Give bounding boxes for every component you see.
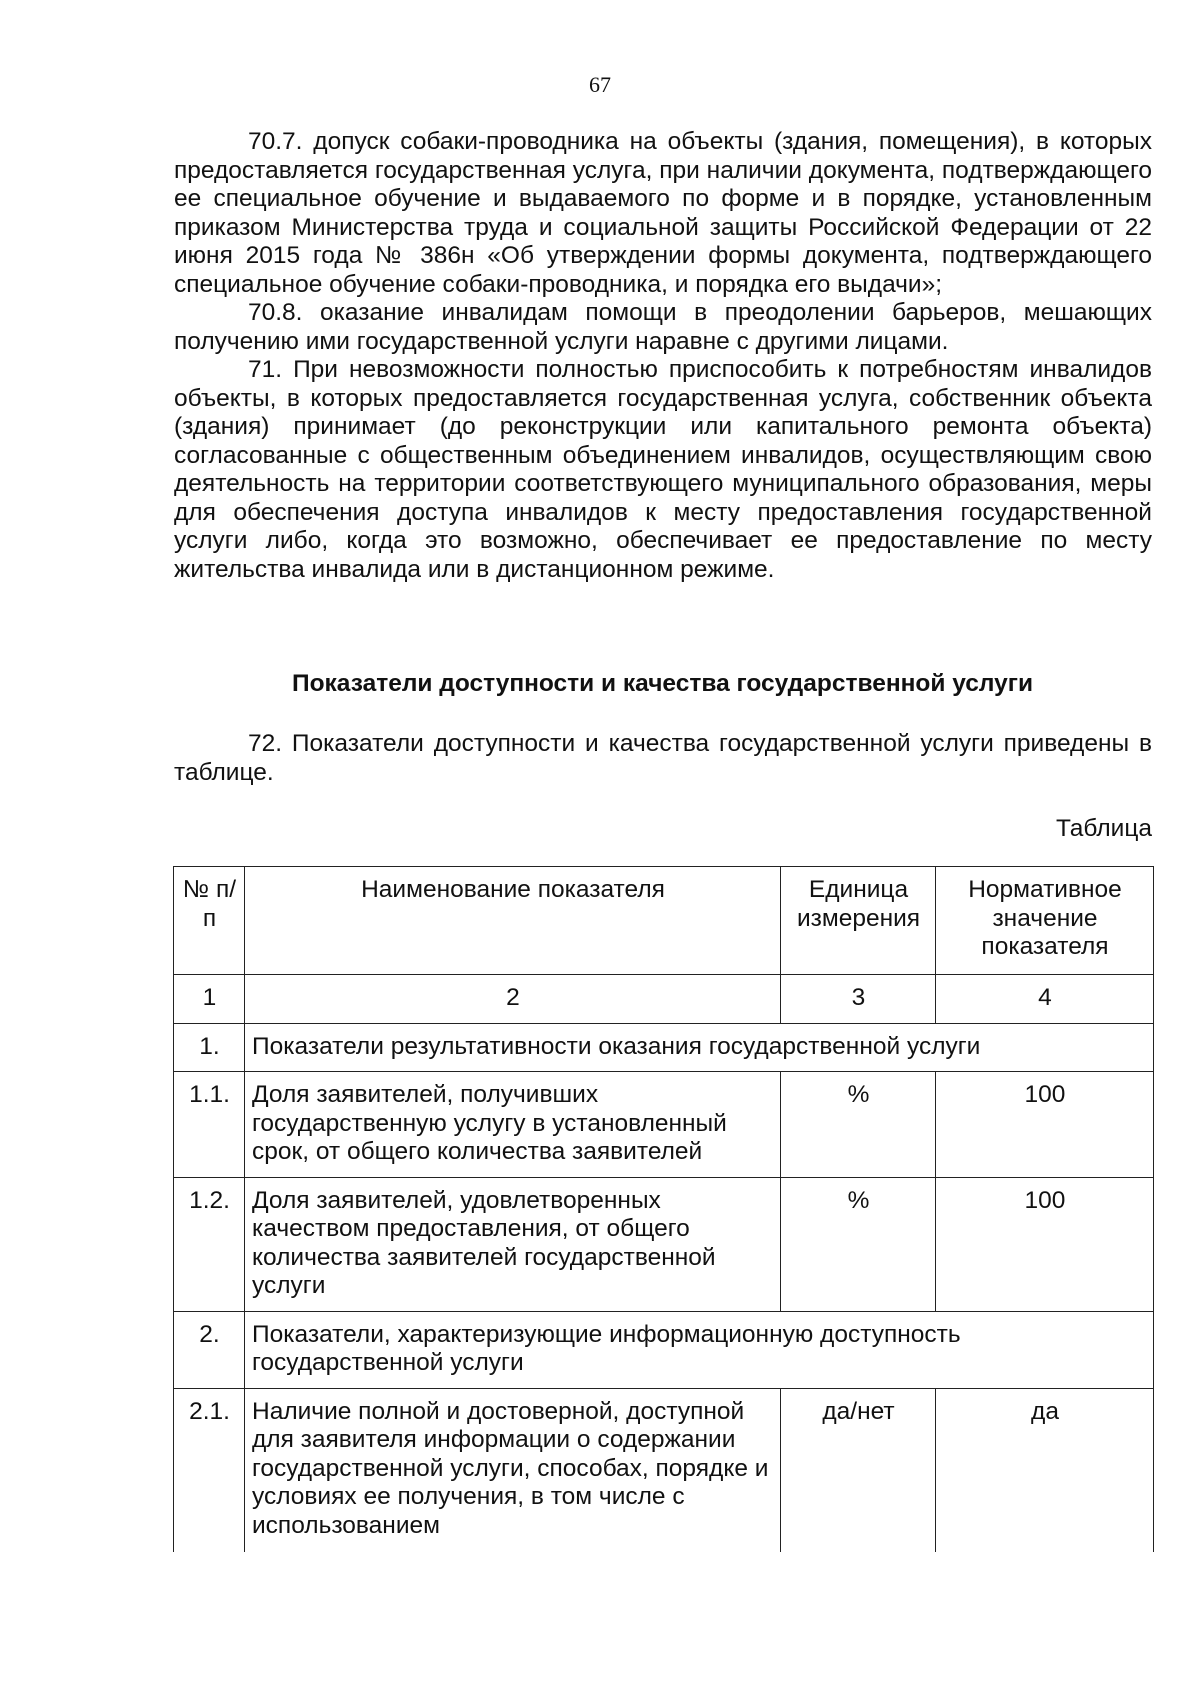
row-number: 2.1. xyxy=(174,1388,245,1552)
paragraph-70-8: 70.8. оказание инвалидам помощи в преодолении барьеров, мешающих получению ими государственной услуги наравне с другими лицами. xyxy=(174,299,1152,355)
table-group-row xyxy=(174,1023,1154,1072)
indicator-value: 100 xyxy=(936,1177,1154,1311)
row-number: 1.1. xyxy=(174,1072,245,1178)
row-number: 1.2. xyxy=(174,1177,245,1311)
group-title: Показатели, характеризующие информационную доступность государственной услуги xyxy=(245,1311,1154,1388)
group-title: Показатели результативности оказания государственной услуги xyxy=(245,1023,1154,1072)
column-number: 1 xyxy=(174,975,245,1024)
body-text xyxy=(174,128,1152,584)
indicator-name: Доля заявителей, получивших государственную услугу в установленный срок, от общего количества заявителей xyxy=(245,1072,781,1178)
table-row xyxy=(174,1072,1154,1178)
column-number: 3 xyxy=(781,975,936,1024)
table-header-row xyxy=(174,867,1154,975)
header-cell: № п/п xyxy=(174,867,245,975)
section-heading: Показатели доступности и качества государственной услуги xyxy=(291,670,1034,697)
indicator-value: 100 xyxy=(936,1072,1154,1178)
column-number: 4 xyxy=(936,975,1154,1024)
column-number: 2 xyxy=(245,975,781,1024)
indicator-name: Наличие полной и достоверной, доступной для заявителя информации о содержании государственной услуги, способах, порядке и условиях ее получения, в том числе с использованием xyxy=(245,1388,781,1552)
table-row xyxy=(174,1177,1154,1311)
table-caption: Таблица xyxy=(1055,815,1152,842)
header-cell: Наименование показателя xyxy=(245,867,781,975)
header-cell: Единица измерения xyxy=(781,867,936,975)
header-cell: Нормативное значение показателя xyxy=(936,867,1154,975)
indicators-table xyxy=(173,866,1154,1552)
indicator-unit: % xyxy=(781,1072,936,1178)
column-number-row xyxy=(174,975,1154,1024)
paragraph-71: 71. При невозможности полностью приспособить к потребностям инвалидов объекты, в которых предоставляется государственная услуга, собственник объекта (здания) принимает (до реконструкции или капитального ремонта объекта) согласованные с общественным объединением инвалидов, осуществляющим свою деятельность на территории соответствующего муниципального образования, меры для обеспечения доступа инвалидов к месту предоставления государственной услуги либо, когда это возможно, обеспечивает ее предоставление по месту жительства инвалида или в дистанционном режиме. xyxy=(174,356,1152,583)
indicator-unit: % xyxy=(781,1177,936,1311)
table-row xyxy=(174,1388,1154,1552)
table-group-row xyxy=(174,1311,1154,1388)
row-number: 2. xyxy=(174,1311,245,1388)
indicator-name: Доля заявителей, удовлетворенных качеством предоставления, от общего количества заявителей государственной услуги xyxy=(245,1177,781,1311)
indicator-value: да xyxy=(936,1388,1154,1552)
indicator-unit: да/нет xyxy=(781,1388,936,1552)
paragraph-70-7: 70.7. допуск собаки-проводника на объекты (здания, помещения), в которых предоставляется государственная услуга, при наличии документа, подтверждающего ее специальное обучение и выдаваемого по форме и в порядке, установленным приказом Министерства труда и социальной защиты Российской Федерации от 22 июня 2015 года № 386н «Об утверждении формы документа, подтверждающего специальное обучение собаки-проводника, и порядка его выдачи»; xyxy=(174,128,1152,298)
page-number: 67 xyxy=(589,72,611,97)
row-number: 1. xyxy=(174,1023,245,1072)
paragraph-72: 72. Показатели доступности и качества государственной услуги приведены в таблице. xyxy=(174,730,1152,786)
